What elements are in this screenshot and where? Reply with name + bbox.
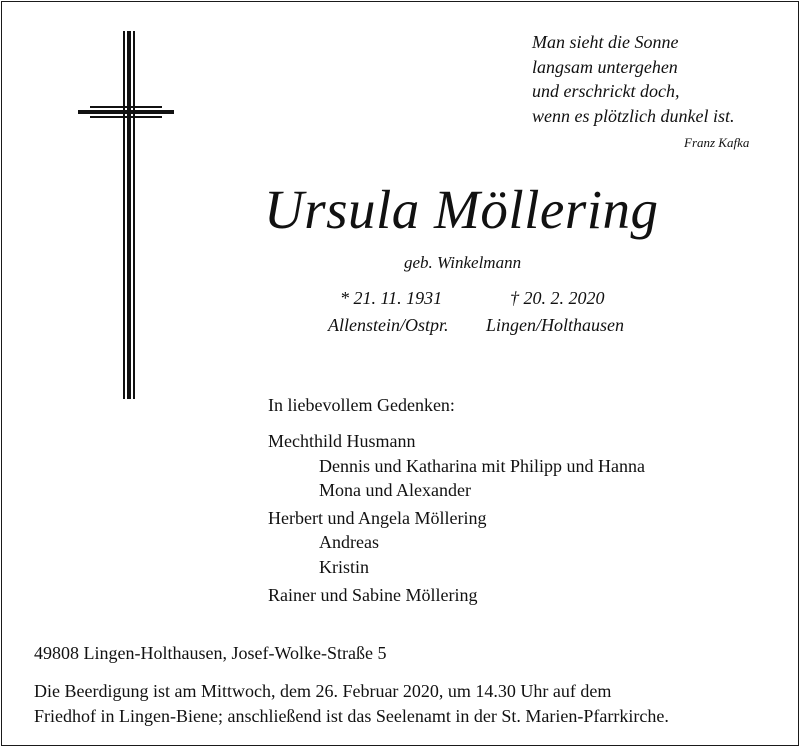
funeral-line: Die Beerdigung ist am Mittwoch, dem 26. Februar 2020, um 14.30 Uhr auf dem bbox=[34, 681, 612, 701]
mourner-entry: Kristin bbox=[319, 557, 370, 577]
funeral-line: Friedhof in Lingen-Biene; anschließend ist das Seelenamt in der St. Marien-Pfarrkirche. bbox=[34, 706, 669, 726]
mourners-intro: In liebevollem Gedenken: bbox=[268, 395, 455, 415]
deceased-name: Ursula Möllering bbox=[264, 179, 659, 240]
mourner-entry: Dennis und Katharina mit Philipp und Hanna bbox=[319, 456, 645, 476]
quote-line: und erschrickt doch, bbox=[532, 81, 680, 101]
born-name: geb. Winkelmann bbox=[404, 253, 522, 272]
death-date: † 20. 2. 2020 bbox=[510, 288, 605, 308]
obituary-notice bbox=[1, 1, 799, 746]
quote bbox=[532, 30, 734, 128]
quote-line: wenn es plötzlich dunkel ist. bbox=[532, 105, 735, 126]
quote-author: Franz Kafka bbox=[684, 135, 750, 150]
funeral-info bbox=[34, 679, 786, 729]
quote-line: langsam untergehen bbox=[532, 56, 678, 77]
mourner-entry: Andreas bbox=[319, 532, 379, 552]
mourner-entry: Mechthild Husmann bbox=[268, 431, 416, 451]
mourner-entry: Herbert und Angela Möllering bbox=[268, 508, 487, 528]
birth-date: * 21. 11. 1931 bbox=[340, 288, 443, 308]
quote-line: Man sieht die Sonne bbox=[532, 32, 679, 52]
birth-place: Allenstein/Ostpr. bbox=[328, 315, 449, 335]
mourner-entry: Rainer und Sabine Möllering bbox=[268, 585, 478, 605]
death-place: Lingen/Holthausen bbox=[486, 315, 624, 335]
mourner-entry: Mona und Alexander bbox=[319, 480, 471, 500]
cross-icon bbox=[78, 31, 174, 399]
address: 49808 Lingen-Holthausen, Josef-Wolke-Straße 5 bbox=[34, 643, 387, 663]
